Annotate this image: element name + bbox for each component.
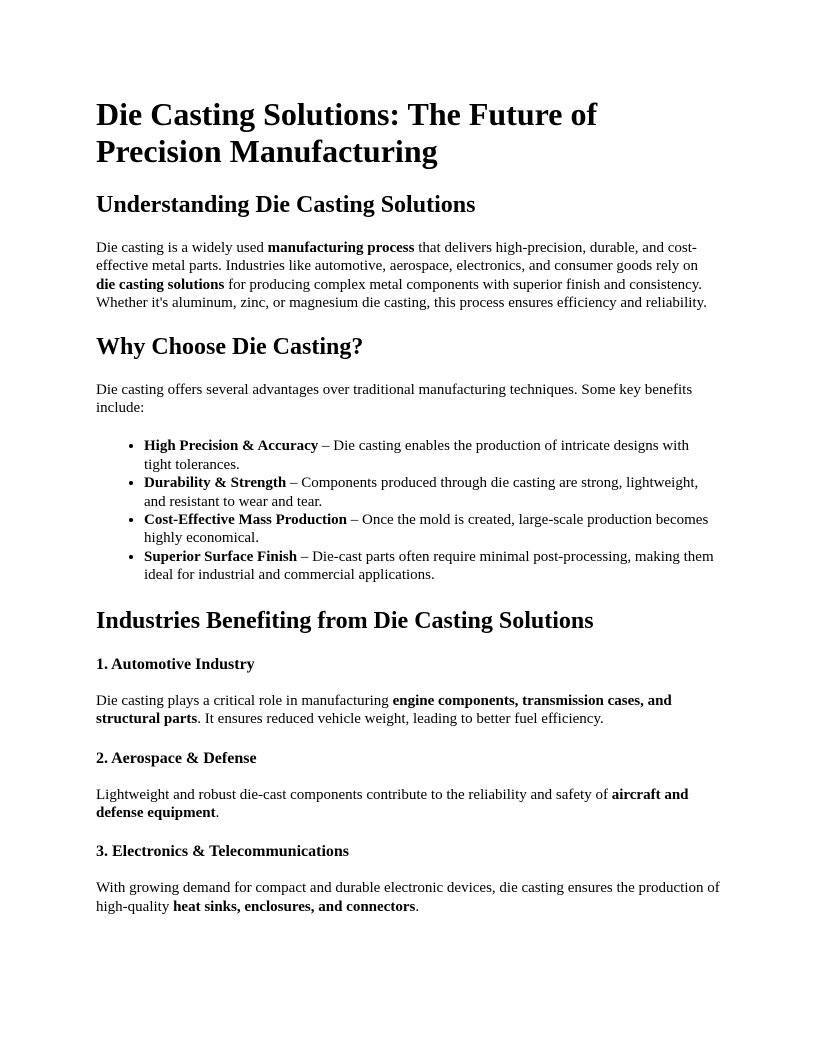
why-intro-paragraph: Die casting offers several advantages over traditional manufacturing techniques. Some key benefits include: bbox=[96, 381, 693, 417]
benefits-list bbox=[96, 437, 720, 584]
text-run: With growing demand for compact and durable electronic devices, die casting ensures the production of high-quality bbox=[96, 880, 720, 915]
benefit-term: Superior Surface Finish bbox=[144, 548, 298, 565]
section-heading-understanding: Understanding Die Casting Solutions bbox=[96, 192, 476, 218]
benefit-term: High Precision & Accuracy bbox=[144, 438, 319, 455]
page-title: Die Casting Solutions: The Future of Precision Manufacturing bbox=[96, 96, 598, 169]
understanding-paragraph bbox=[96, 239, 720, 313]
text-run: Die casting plays a critical role in manufacturing bbox=[96, 692, 393, 709]
list-item bbox=[144, 548, 720, 585]
subheading-aerospace: 2. Aerospace & Defense bbox=[96, 749, 257, 767]
benefit-term: Durability & Strength bbox=[144, 475, 287, 492]
aerospace-paragraph bbox=[96, 786, 720, 823]
automotive-paragraph bbox=[96, 692, 720, 729]
list-item bbox=[144, 474, 720, 511]
section-heading-industries: Industries Benefiting from Die Casting Solutions bbox=[96, 607, 594, 634]
bold-text: aircraft and defense equipment bbox=[96, 786, 689, 821]
bold-text: manufacturing process bbox=[267, 240, 415, 256]
text-run: Die casting is a widely used bbox=[96, 240, 268, 256]
list-item bbox=[144, 437, 720, 474]
benefit-desc: – Components produced through die casting are strong, lightweight, and resistant to wear and tear. bbox=[144, 475, 699, 510]
text-run: . bbox=[415, 898, 420, 915]
bold-text: die casting solutions bbox=[96, 276, 225, 293]
benefit-desc: – Once the mold is created, large-scale production becomes highly economical. bbox=[144, 512, 709, 547]
electronics-paragraph bbox=[96, 879, 720, 916]
text-run: that delivers high-precision, durable, and cost-effective metal parts. Industries like automotive, aerospace, electronics, and consumer goods rely on bbox=[96, 240, 699, 275]
text-run: Lightweight and robust die-cast components contribute to the reliability and safety of bbox=[96, 786, 612, 803]
benefit-desc: – Die-cast parts often require minimal post-processing, making them ideal for industrial and commercial applications. bbox=[144, 548, 714, 584]
list-item bbox=[144, 511, 720, 548]
bold-text: heat sinks, enclosures, and connectors bbox=[173, 898, 416, 915]
text-run: . It ensures reduced vehicle weight, leading to better fuel efficiency. bbox=[197, 711, 604, 728]
benefit-term: Cost-Effective Mass Production bbox=[144, 512, 348, 529]
subheading-electronics: 3. Electronics & Telecommunications bbox=[96, 843, 350, 861]
text-run: . bbox=[215, 804, 220, 821]
bold-text: engine components, transmission cases, and structural parts bbox=[96, 692, 672, 728]
text-run: for producing complex metal components with superior finish and consistency. Whether it's aluminum, zinc, or magnesium die casting, this process ensures efficiency and reliability. bbox=[96, 276, 707, 312]
section-heading-why: Why Choose Die Casting? bbox=[96, 333, 364, 360]
benefit-desc: – Die casting enables the production of intricate designs with tight tolerances. bbox=[144, 438, 690, 473]
subheading-automotive: 1. Automotive Industry bbox=[96, 655, 255, 673]
